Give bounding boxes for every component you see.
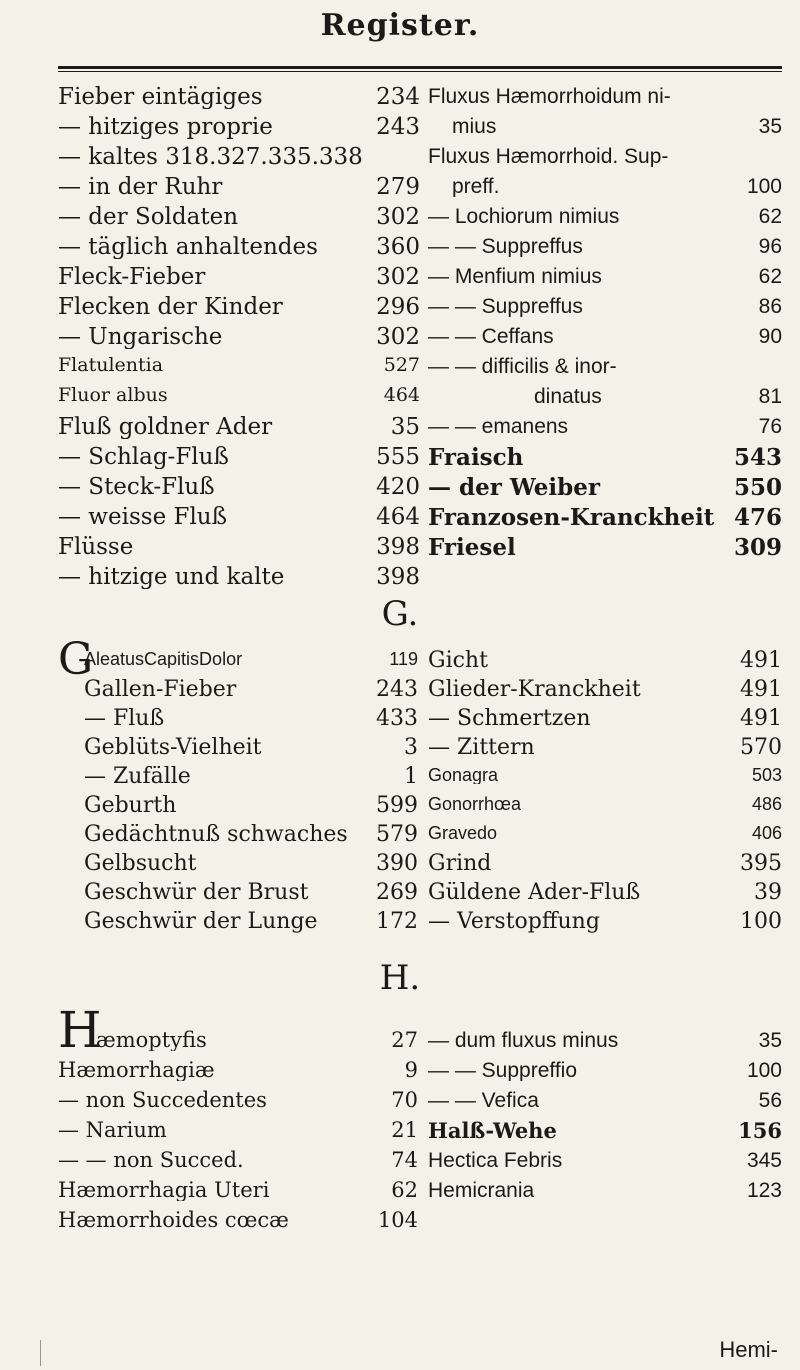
index-entry: dinatus 81 <box>534 385 782 408</box>
index-entry: — Schmertzen 491 <box>428 706 782 731</box>
index-entry: — Steck-Fluß 420 <box>58 474 420 500</box>
index-entry: Hæmorrhagia Uteri 62 <box>58 1178 418 1202</box>
index-entry: — Narium 21 <box>58 1118 418 1142</box>
index-entry: Franzosen-Kranckheit 476 <box>428 504 782 531</box>
section-letter-g: G. <box>381 594 419 634</box>
index-entry: Hæmorrhoides cœcæ 104 <box>58 1208 418 1232</box>
index-entry: — — emanens 76 <box>428 415 782 438</box>
index-entry: Geschwür der Lunge 172 <box>84 909 418 934</box>
index-entry: — der Soldaten 302 <box>58 204 420 230</box>
index-entry: — — Vefica 56 <box>428 1089 782 1112</box>
index-entry: — non Succedentes 70 <box>58 1088 418 1112</box>
index-entry: Gonorrhœa 486 <box>428 794 782 814</box>
index-entry: Gallen-Fieber 243 <box>84 677 418 702</box>
index-entry: Hemicrania 123 <box>428 1179 782 1202</box>
index-entry: — Ungarische 302 <box>58 324 420 350</box>
index-entry: Geschwür der Brust 269 <box>84 880 418 905</box>
section-f-right-column <box>428 86 782 566</box>
index-entry: Halß-Wehe 156 <box>428 1118 782 1143</box>
index-entry: Flatulentia 527 <box>58 354 420 376</box>
index-entry: preff. 100 <box>452 175 782 198</box>
index-entry: — Schlag-Fluß 555 <box>58 444 420 470</box>
section-h-left-column-cont <box>58 1060 418 1240</box>
page-header: Register. <box>320 8 480 43</box>
index-entry: — Menfium nimius 62 <box>428 265 782 288</box>
index-entry: — dum fluxus minus 35 <box>428 1029 782 1052</box>
index-entry: AleatusCapitisDolor 119 <box>84 649 418 669</box>
index-entry: Grind 395 <box>428 851 782 876</box>
index-entry: mius 35 <box>452 115 782 138</box>
index-entry: — täglich anhaltendes 360 <box>58 234 420 260</box>
index-entry: — — non Succed. 74 <box>58 1148 418 1172</box>
index-entry: — in der Ruhr 279 <box>58 174 420 200</box>
index-entry: — Verstopffung 100 <box>428 909 782 934</box>
index-entry: — hitzige und kalte 398 <box>58 564 420 590</box>
index-entry: — — Ceffans 90 <box>428 325 782 348</box>
catchword: Hemi- <box>719 1337 778 1362</box>
index-entry: Fluxus Hæmorrhoidum ni- <box>428 86 671 107</box>
index-entry: — — difficilis & inor- <box>428 356 617 377</box>
index-entry: — Zufälle 1 <box>84 764 418 789</box>
index-entry: Fraisch 543 <box>428 444 782 471</box>
header-rule <box>58 66 782 69</box>
index-entry: Gedächtnuß schwaches 579 <box>84 822 418 847</box>
section-h-left-column <box>96 1030 418 1060</box>
index-entry: Geburth 599 <box>84 793 418 818</box>
index-entry: Fleck-Fieber 302 <box>58 264 420 290</box>
index-entry: — weisse Fluß 464 <box>58 504 420 530</box>
index-entry: Gelbsucht 390 <box>84 851 418 876</box>
initial-letter-h: H <box>58 1001 102 1059</box>
section-g-right-column <box>428 650 782 940</box>
index-entry: Fluxus Hæmorrhoid. Sup- <box>428 146 669 167</box>
index-entry: — Lochiorum nimius 62 <box>428 205 782 228</box>
margin-mark <box>40 1340 41 1366</box>
index-entry: — der Weiber 550 <box>428 474 782 501</box>
index-entry: Geblüts-Vielheit 3 <box>84 735 418 760</box>
index-entry: Glieder-Kranckheit 491 <box>428 677 782 702</box>
section-f-left-column <box>58 86 420 596</box>
index-entry: Fieber eintägiges 234 <box>58 84 420 110</box>
index-entry: Hæmorrhagiæ 9 <box>58 1058 418 1082</box>
section-h-right-column <box>428 1030 782 1210</box>
index-entry: Fluor albus 464 <box>58 384 420 406</box>
index-entry: æmoptyfis 27 <box>96 1028 418 1052</box>
index-entry: Güldene Ader-Fluß 39 <box>428 880 782 905</box>
index-entry: — Zittern 570 <box>428 735 782 760</box>
index-entry: Gonagra 503 <box>428 765 782 785</box>
index-entry: — — Suppreffio 100 <box>428 1059 782 1082</box>
index-entry: — hitziges proprie 243 <box>58 114 420 140</box>
index-entry: Fluß goldner Ader 35 <box>58 414 420 440</box>
header-rule-thin <box>58 71 782 72</box>
index-entry: — Fluß 433 <box>84 706 418 731</box>
index-entry: Hectica Febris 345 <box>428 1149 782 1172</box>
index-entry: Friesel 309 <box>428 534 782 561</box>
index-entry: Flüsse 398 <box>58 534 420 560</box>
index-entry: — kaltes 318.327.335.338 <box>58 146 363 169</box>
index-entry: Flecken der Kinder 296 <box>58 294 420 320</box>
index-entry: Gravedo 406 <box>428 823 782 843</box>
section-g-left-column <box>84 650 418 940</box>
section-letter-h: H. <box>379 958 421 998</box>
initial-letter-g: G <box>58 634 94 685</box>
index-entry: — — Suppreffus 96 <box>428 235 782 258</box>
index-entry: — — Suppreffus 86 <box>428 295 782 318</box>
index-entry: Gicht 491 <box>428 648 782 673</box>
